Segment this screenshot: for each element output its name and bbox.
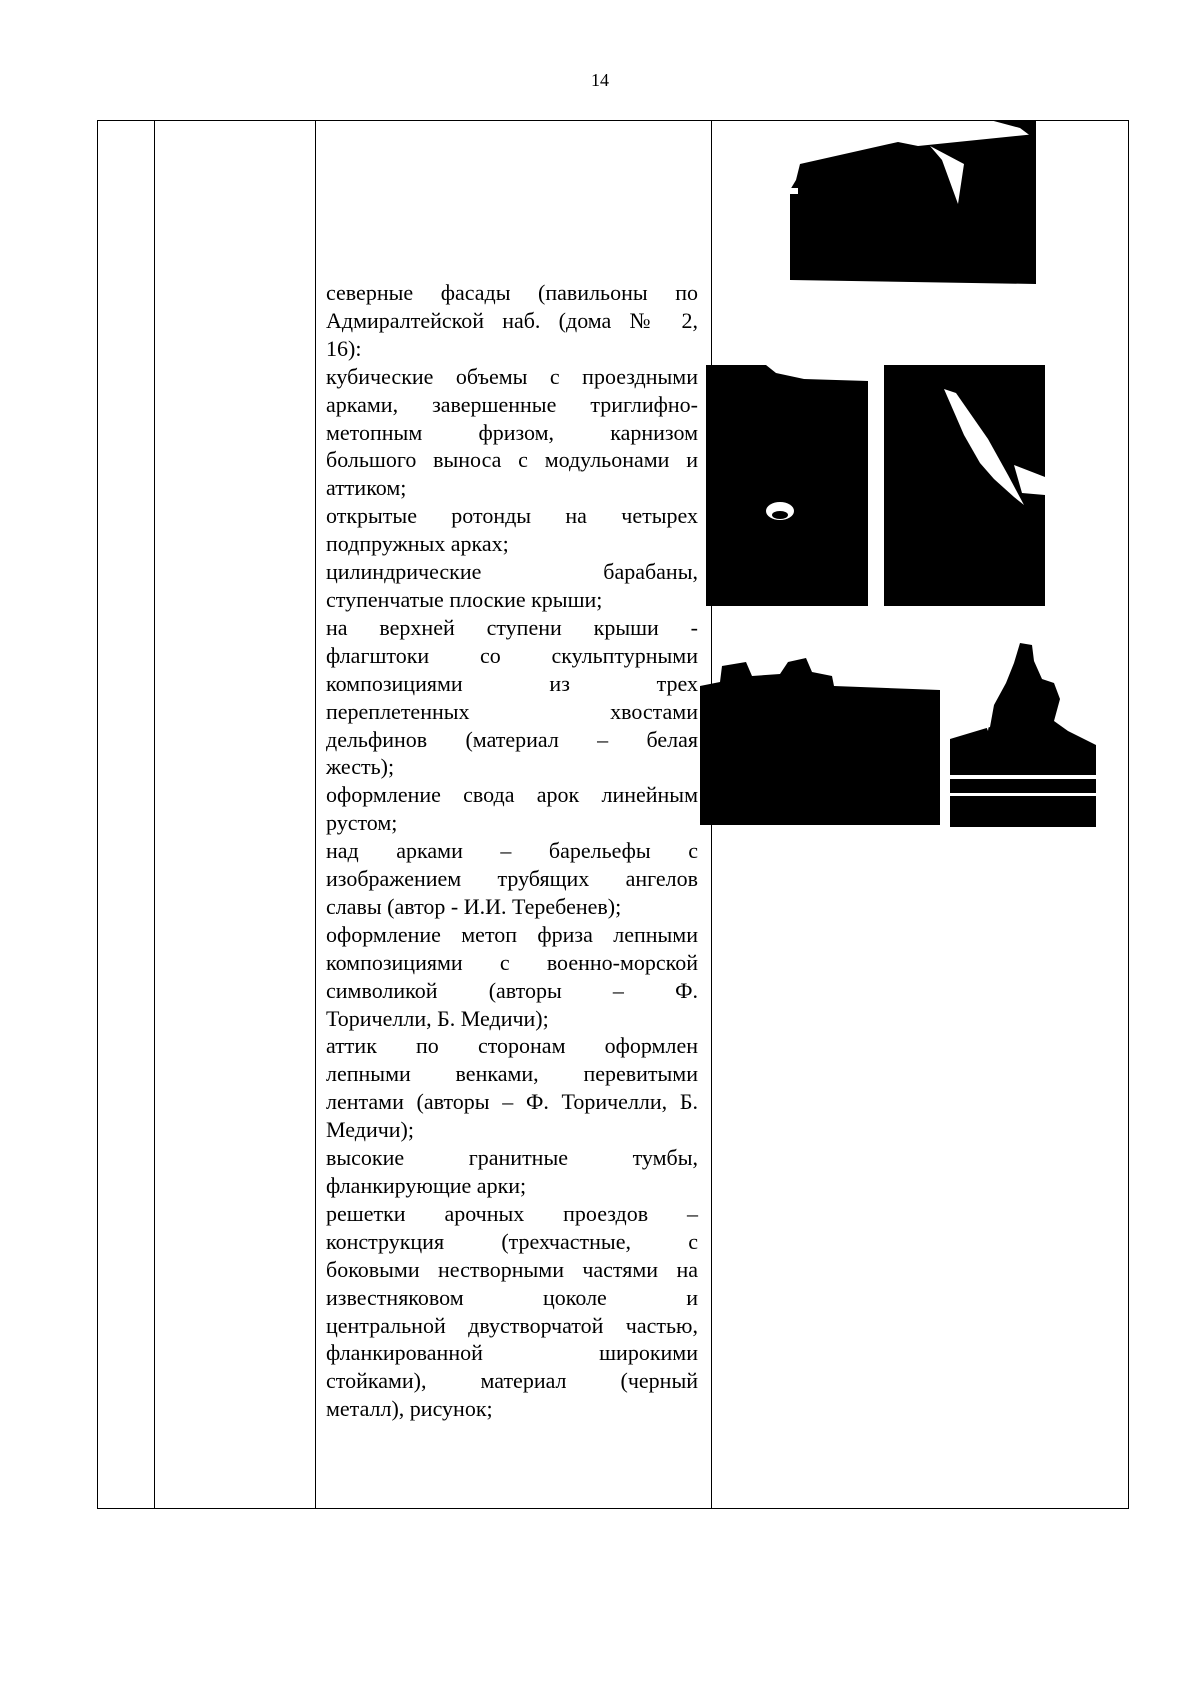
description-line: метопным фризом, карнизом — [326, 419, 698, 445]
description-line: конструкция (трехчастные, с — [326, 1228, 698, 1254]
description-line: славы (автор - И.И. Теребенев); — [326, 893, 622, 919]
description-line: 16): — [326, 335, 362, 361]
description-line: переплетенных хвостами — [326, 698, 698, 724]
description-line: боковыми нестворными частями на — [326, 1256, 698, 1282]
rotunda-photo — [884, 365, 1045, 606]
description-line: Медичи); — [326, 1117, 414, 1143]
column-divider-2 — [315, 121, 316, 1508]
description-line: композициями с военно-морской — [326, 949, 698, 975]
description-line: цилиндрические барабаны, — [326, 559, 698, 585]
description-line: открытые ротонды на четырех — [326, 503, 698, 529]
description-line: арками, завершенные триглифно- — [326, 391, 698, 417]
description-line: оформление свода арок линейным — [326, 782, 698, 808]
arch-vault-photo — [706, 365, 868, 606]
description-line: на верхней ступени крыши - — [326, 614, 698, 640]
description-line: жесть); — [326, 754, 395, 780]
description-line: фланкирующие арки; — [326, 1173, 527, 1198]
description-line: символикой (авторы – Ф. — [326, 977, 698, 1003]
description-line: решетки арочных проездов – — [326, 1200, 698, 1226]
description-line: аттиком; — [326, 475, 407, 501]
description-line: лепными венками, перевитыми — [326, 1061, 698, 1087]
pavilion-roof-photo — [790, 120, 1036, 284]
description-line: дельфинов (материал – белая — [326, 726, 698, 752]
description-line: фланкированной широкими — [326, 1340, 698, 1366]
description-line: известняковом цоколе и — [326, 1284, 698, 1310]
description-line: высокие гранитные тумбы, — [326, 1145, 698, 1171]
description-line: кубические объемы с проездными — [326, 363, 698, 389]
dolphin-sculpture-photo — [950, 643, 1096, 827]
description-line: Торичелли, Б. Медичи); — [326, 1005, 549, 1031]
description-line: над арками – барельефы с — [326, 838, 698, 864]
description-line: оформление метоп фриза лепными — [326, 921, 698, 947]
description-line: композициями из трех — [326, 670, 698, 696]
description-line: большого выноса с модульонами и — [326, 447, 698, 473]
description-line: металл), рисунок; — [326, 1396, 493, 1422]
description-line: рустом; — [326, 810, 398, 836]
page-number: 14 — [591, 70, 609, 90]
description-cell-text — [326, 279, 698, 1423]
description-line: флагштоки со скульптурными — [326, 642, 698, 668]
pavilion-drum-photo — [700, 650, 940, 825]
description-line: аттик по сторонам оформлен — [326, 1033, 698, 1059]
description-line: лентами (авторы – Ф. Торичелли, Б. — [326, 1089, 698, 1115]
description-line: стойками), материал (черный — [326, 1368, 698, 1394]
description-line: подпружных арках; — [326, 531, 509, 557]
description-line: северные фасады (павильоны по — [326, 280, 698, 305]
column-divider-1 — [154, 121, 155, 1508]
description-line: Адмиралтейской наб. (дома № 2, — [326, 307, 698, 333]
description-line: ступенчатые плоские крыши; — [326, 586, 603, 612]
description-line: центральной двустворчатой частью, — [326, 1312, 698, 1338]
description-line: изображением трубящих ангелов — [326, 866, 698, 892]
